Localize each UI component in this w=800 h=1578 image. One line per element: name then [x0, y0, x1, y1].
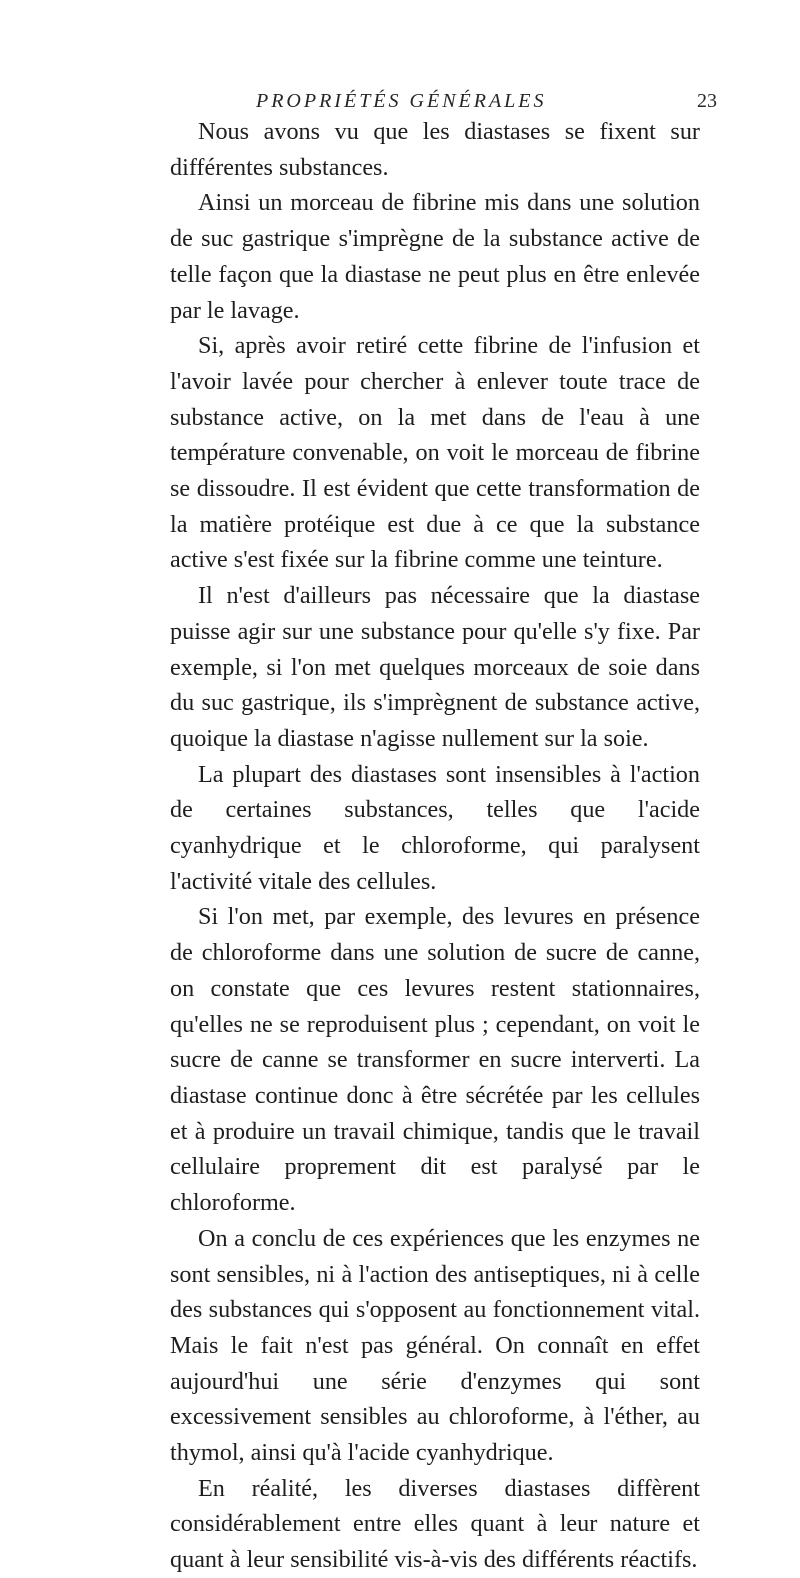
- paragraph: Ainsi un morceau de fibrine mis dans une solution de suc gastrique s'imprègne de la substance active de telle façon que la diastase ne peut plus en être enlevée par le lavage.: [170, 189, 700, 324]
- paragraph: Il n'est d'ailleurs pas nécessaire que la diastase puisse agir sur une substance pour qu'elle s'y fixe. Par exemple, si l'on met quelques morceaux de soie dans du suc gastrique, ils s'imprègnent de substance active, quoique la diastase n'agisse nullement sur la soie.: [170, 582, 700, 752]
- paragraph: On a conclu de ces expériences que les enzymes ne sont sensibles, ni à l'action des antiseptiques, ni à celle des substances qui s'opposent au fonctionnement vital. Mais le fait n'est pas général. On connaît en effet aujourd'hui une série d'enzymes qui sont excessivement sensibles au chloroforme, à l'éther, au thymol, ainsi qu'à l'acide cyanhydrique.: [170, 1224, 700, 1467]
- paragraph: La plupart des diastases sont insensibles à l'action de certaines substances, telles que l'acide cyanhydrique et le chloroforme, qui paralysent l'activité vitale des cellules.: [170, 760, 700, 895]
- body-text: [170, 114, 700, 1578]
- paragraph: En réalité, les diverses diastases diffèrent considérablement entre elles quant à leur nature et quant à leur sensibilité vis-à-vis des différents réactifs.: [170, 1474, 700, 1574]
- page-number: 23: [697, 90, 717, 112]
- paragraph: Nous avons vu que les diastases se fixent sur différentes substances.: [170, 118, 700, 181]
- paragraph: Si, après avoir retiré cette fibrine de l'infusion et l'avoir lavée pour chercher à enlever toute trace de substance active, on la met dans de l'eau à une température convenable, on voit le morceau de fibrine se dissoudre. Il est évident que cette transformation de la matière protéique est due à ce que la substance active s'est fixée sur la fibrine comme une teinture.: [170, 332, 700, 574]
- running-title: PROPRIÉTÉS GÉNÉRALES: [256, 90, 547, 112]
- paragraph: Si l'on met, par exemple, des levures en présence de chloroforme dans une solution de sucre de canne, on constate que ces levures restent stationnaires, qu'elles ne se reproduisent plus ; cependant, on voit le sucre de canne se transformer en sucre interverti. La diastase continue donc à être sécrétée par les cellules et à produire un travail chimique, tandis que le travail cellulaire proprement dit est paralysé par le chloroforme.: [170, 903, 700, 1217]
